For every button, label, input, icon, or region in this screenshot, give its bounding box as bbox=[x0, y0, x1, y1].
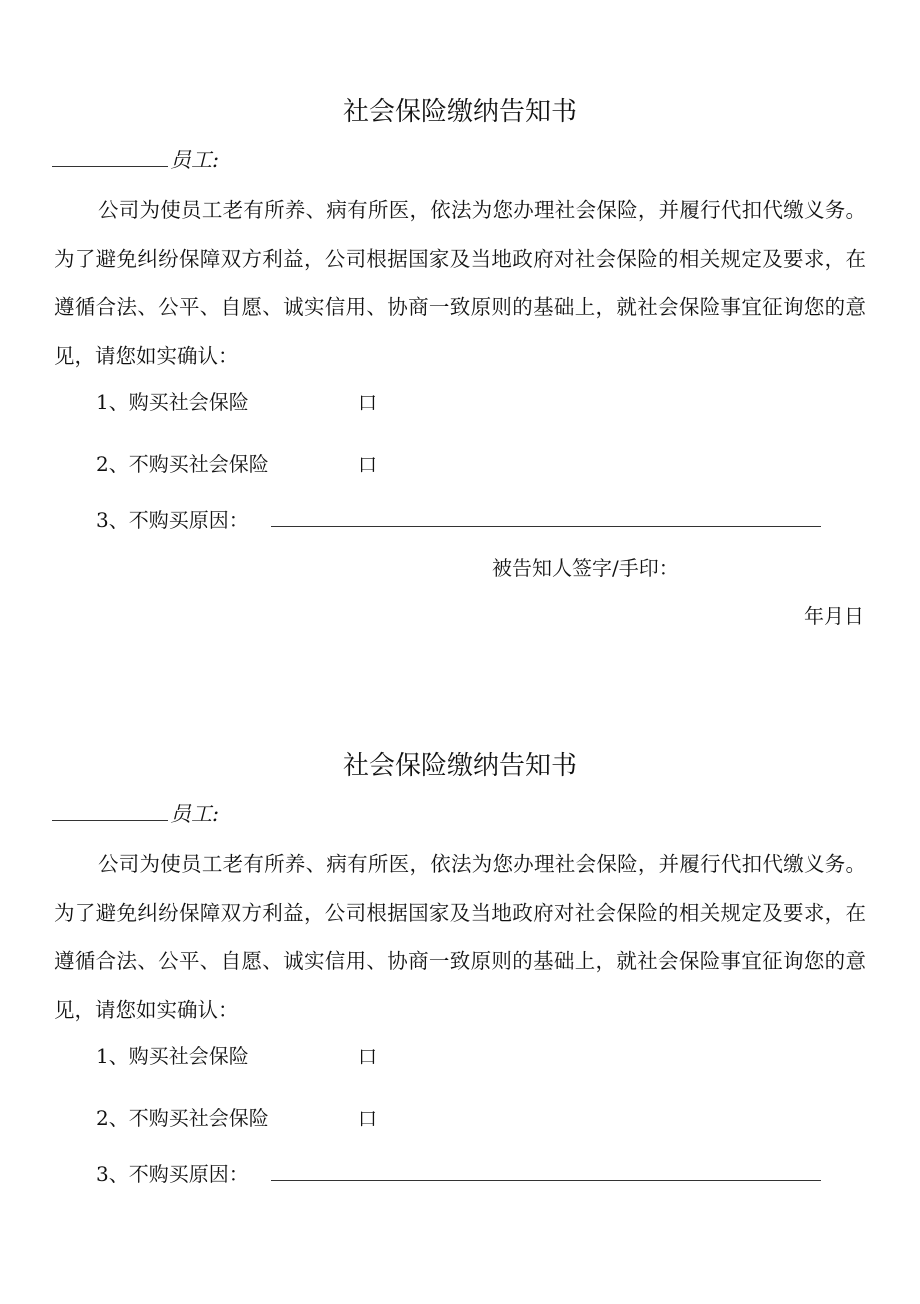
addressee-label: 员工: bbox=[170, 148, 220, 172]
checkbox-not-buy[interactable]: 口 bbox=[358, 1108, 378, 1130]
option-buy-insurance bbox=[96, 1040, 377, 1073]
date-label: 年月日 bbox=[804, 604, 864, 628]
checkbox-not-buy[interactable]: 口 bbox=[358, 454, 378, 476]
checkbox-buy[interactable]: 口 bbox=[358, 392, 378, 414]
option-label: 2、不购买社会保险 bbox=[96, 452, 269, 476]
page-title: 社会保险缴纳告知书 bbox=[342, 751, 577, 781]
option-reason bbox=[96, 1158, 821, 1190]
notice-paragraph: 公司为使员工老有所养、病有所医，依法为您办理社会保险，并履行代扣代缴义务。为了避免纠纷保障双方利益，公司根据国家及当地政府对社会保险的相关规定及要求，在遵循合法、公平、自愿、诚实信用、协商一致原则的基础上，就社会保险事宜征询您的意见，请您如实确认： bbox=[54, 198, 866, 368]
option-not-buy-insurance bbox=[96, 1102, 377, 1135]
option-label: 1、购买社会保险 bbox=[96, 390, 249, 414]
notice-form-2 bbox=[0, 654, 920, 1304]
employee-name-blank[interactable] bbox=[52, 142, 168, 167]
option-label: 3、不购买原因： bbox=[96, 1162, 249, 1186]
reason-input-line[interactable] bbox=[271, 1158, 821, 1181]
option-label: 3、不购买原因： bbox=[96, 508, 249, 532]
addressee-line bbox=[52, 142, 219, 178]
option-reason bbox=[96, 504, 821, 536]
checkbox-buy[interactable]: 口 bbox=[358, 1046, 378, 1068]
notice-form-1 bbox=[0, 0, 920, 650]
notice-paragraph: 公司为使员工老有所养、病有所医，依法为您办理社会保险，并履行代扣代缴义务。为了避免纠纷保障双方利益，公司根据国家及当地政府对社会保险的相关规定及要求，在遵循合法、公平、自愿、诚实信用、协商一致原则的基础上，就社会保险事宜征询您的意见，请您如实确认： bbox=[54, 852, 866, 1022]
option-label: 2、不购买社会保险 bbox=[96, 1106, 269, 1130]
employee-name-blank[interactable] bbox=[52, 796, 168, 821]
reason-input-line[interactable] bbox=[271, 504, 821, 527]
option-buy-insurance bbox=[96, 386, 377, 419]
signature-label: 被告知人签字/手印： bbox=[492, 556, 679, 580]
page-title: 社会保险缴纳告知书 bbox=[342, 97, 577, 127]
option-not-buy-insurance bbox=[96, 448, 377, 481]
option-label: 1、购买社会保险 bbox=[96, 1044, 249, 1068]
addressee-label: 员工: bbox=[170, 802, 220, 826]
addressee-line bbox=[52, 796, 219, 832]
